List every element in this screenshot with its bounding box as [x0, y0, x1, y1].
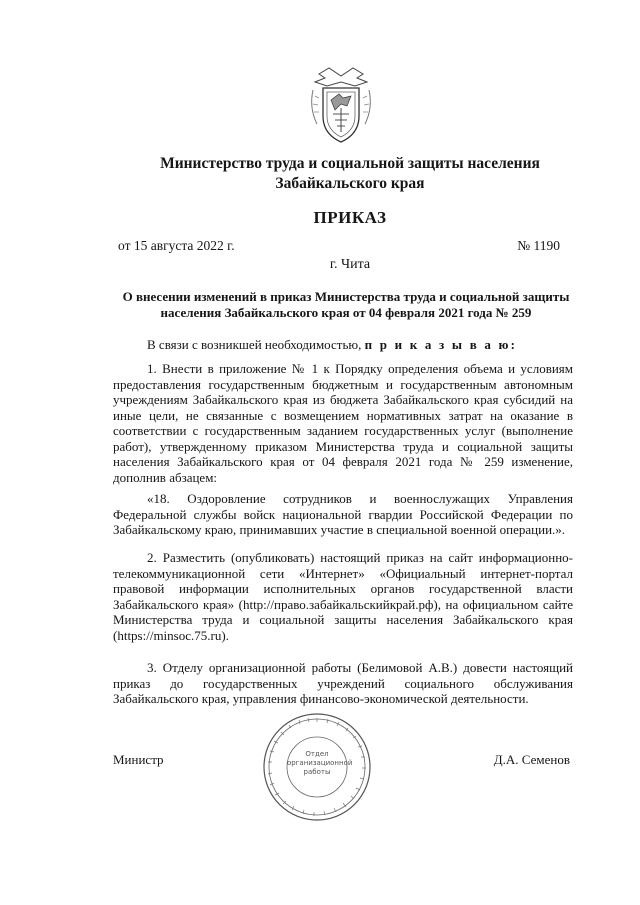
seal-line-2: организационной	[287, 759, 353, 767]
document-title: О внесении изменений в приказ Министерства труда и социальной защиты населения Забайкальского края от 04 февраля 2021 года № 259	[122, 289, 570, 320]
seal-text	[287, 750, 353, 777]
paragraph-2: 2. Разместить (опубликовать) настоящий приказ на сайт информационно-телекоммуникационной сети «Интернет» «Официальный интернет-портал правовой информации исполнительных органов государственной власти Забайкальского края» (http://право.забайкальскийкрай.рф), на официальном сайте Министерства труда и социальной защиты населения Забайкальского края (https://minsoc.75.ru).	[113, 550, 573, 643]
seal-line-3: работы	[303, 768, 331, 776]
document-number: № 1190	[517, 238, 560, 253]
ministry-line-2: Забайкальского края	[275, 175, 425, 192]
coat-of-arms-icon	[305, 64, 377, 146]
ministry-name	[60, 154, 640, 194]
paragraph-quote: «18. Оздоровление сотрудников и военнослужащих Управления Федеральной службы войск национальной гвардии Российской Федерации по Забайкальскому краю, принимавших участие в специальной военной операции.».	[113, 491, 573, 537]
intro-order: п р и к а з ы в а ю:	[364, 337, 518, 352]
paragraph-3: 3. Отделу организационной работы (Белимовой А.В.) довести настоящий приказ до государственных учреждений социального обслуживания Забайкальского края, управления финансово-экономической деятельности.	[113, 660, 573, 706]
document-date: от 15 августа 2022 г.	[118, 238, 235, 253]
document-type: ПРИКАЗ	[313, 208, 387, 227]
document-city: г. Чита	[329, 257, 371, 272]
intro-line	[147, 337, 517, 353]
paragraph-1: 1. Внести в приложение № 1 к Порядку определения объема и условиям предоставления государственным бюджетным и государственным автономным учреждениям Забайкальского края из бюджета Забайкальского края субсидий на иные цели, не связанные с возмещением нормативных затрат на оказание в соответствии с государственным заданием государственных услуг (выполнение работ), утвержденному приказом Министерства труда и социальной защиты населения Забайкальского края от 04 февраля 2021 года № 259 изменение, дополнив абзацем:	[113, 361, 573, 485]
intro-text: В связи с возникшей необходимостью,	[147, 337, 365, 352]
seal-line-1: Отдел	[305, 750, 329, 758]
signer-name: Д.А. Семенов	[493, 752, 570, 767]
signer-position: Министр	[113, 752, 164, 767]
ministry-line-1: Министерство труда и социальной защиты населения	[160, 155, 540, 172]
